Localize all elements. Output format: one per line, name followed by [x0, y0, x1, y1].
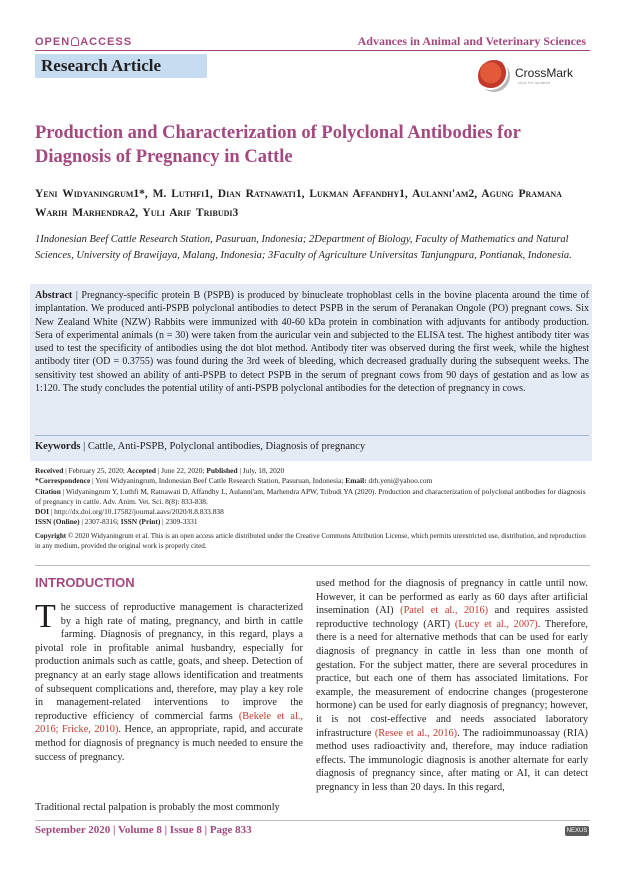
open-access-label: OPEN ACCESS	[35, 36, 133, 48]
citation-link[interactable]: (Bekele et al., 2016; Fricke, 2010)	[35, 710, 303, 736]
crossmark-icon[interactable]	[478, 60, 510, 92]
doi-link[interactable]: | http://dx.doi.org/10.17582/journal.aavs/2020/8.8.833.838	[50, 507, 224, 517]
intro-column-2: used method for the diagnosis of pregnancy in cattle until now. However, it can be performed as early as 60 days after artificial insemination (AI) (Patel et al., 2016) and requires assisted reproductive technology (ART) (Lucy et al., 2007). Therefore, there is a need for alternative methods that can be used for early diagnosis of pregnancy in cattle in less than one month of gestation. For the subject matter, there are several procedures in practice, but each one of them has associated limitations. For example, the measurement of endocrine changes (progesterone hormone) can be used for early diagnosis of pregnancy; however, it is not cost-effective and needs associated laboratory infrastructure (Resee et al., 2016). The radioimmunoassay (RIA) method uses radioactivity and, therefore, may induce radiation effects. The immunologic diagnosis is another alternate for early diagnosis of pregnancy since, after mating or AI, it can detect pregnancy in less than 20 days. In this regard,	[316, 578, 589, 793]
journal-name: Advances in Animal and Veterinary Sciences	[357, 34, 586, 48]
citation-link[interactable]: (Resee et al., 2016)	[374, 727, 458, 739]
keywords	[35, 441, 365, 452]
intro-column-1-para-2: Traditional rectal palpation is probably the most commonly	[35, 802, 280, 813]
keywords-text: | Cattle, Anti-PSPB, Polyclonal antibodies, Diagnosis of pregnancy	[83, 441, 366, 452]
footer-divider	[35, 820, 590, 821]
keywords-label: Keywords	[35, 441, 81, 452]
crossmark-sublabel: click for updates	[518, 80, 551, 85]
article-metadata: Received | February 25, 2020; Accepted | June 22, 2020; Published | July, 18, 2020 *Correspondence | Yeni Widyaningrum, Indonesian Beef Cattle Research Station, Pasuruan, Indonesia; Email: drh.yeni@yahoo.com Citation | Widyaningrum Y, Luthfi M, Ratnawati D, Affandhy L, Aulanni'am, Marhendra APW, Tribudi YA (2020). Production and characterization of polyclonal antibodies for diagnosis of pregnancy in cattle. Adv. Anim. Vet. Sci. 8(8): 833-838. DOI | http://dx.doi.org/10.17582/journal.aavs/2020/8.8.833.838 ISSN (Online) | 2307-8316; ISSN (Print) | 2309-3331	[35, 466, 586, 527]
intro-column-1: The success of reproductive management is characterized by a high rate of mating, pregnancy, and birth in cattle farming. Diagnosis of pregnancy, in this regard, plays a pivotal role in profitable animal husbandry, especially for production animals such as cattle, goats, and sheep. Detection of pregnancy at an early stage allows identification and treatments of subsequent complications and, therefore, may play a key role in management-related interventions to improve the reproductive efficiency of commercial farms (Bekele et al., 2016; Fricke, 2010). Hence, an appropriate, rapid, and accurate method for diagnosis of pregnancy is much needed to ensure the success of pregnancy.	[35, 598, 303, 763]
affiliations: 1Indonesian Beef Cattle Research Station, Pasuruan, Indonesia; 2Department of Biology, Faculty of Mathematics and Natural Sciences, University of Brawijaya, Malang, Indonesia; 3Faculty of Agriculture Universitas Tanjungpura, Pontianak, Indonesia.	[35, 234, 572, 261]
publisher-logo: NEXUS	[566, 828, 588, 834]
abstract-label: Abstract	[35, 290, 73, 301]
author-list: Yeni Widyaningrum1*, M. Luthfi1, Dian Ratnawati1, Lukman Affandhy1, Aulanni'am2, Agung Pramana Warih Marhendra2, Yuli Arif Tribudi3	[35, 188, 562, 219]
article-type-label: Research Article	[41, 56, 162, 75]
header-divider	[35, 50, 590, 51]
drop-cap: T	[35, 598, 56, 635]
citation-link[interactable]: (Patel et al., 2016)	[400, 605, 489, 617]
copyright-notice: Copyright © 2020 Widyaningrum et al. This is an open access article distributed under the Creative Commons Attribution License, which permits unrestricted use, distribution, and reproduction in any medium, provided the original work is properly cited.	[35, 532, 586, 550]
abstract	[35, 289, 589, 395]
email-link[interactable]: drh.yeni@yahoo.com	[368, 476, 433, 486]
open-lock-icon	[71, 37, 79, 46]
keywords-divider	[35, 435, 589, 436]
abstract-text: | Pregnancy-specific protein B (PSPB) is produced by binucleate trophoblast cells in the bovine placenta around the time of implantation. We produced anti-PSPB polyclonal antibodies to detect PSPB in the serum of Peranakan Ongole (PO) pregnant cows. Six New Zealand White (NZW) Rabbits were immunized with 40-60 kDa protein in combination with adjuvants for antibody production. Sera of experimental animals (n = 30) were taken from the auricular vein and subjected to the ELISA test. The highest antibody titer was used to test the specificity of antibodies using the dot blot method. Antibody titer was observed during the first week, while the highest antibody titer (OD = 0.3755) was found during the 3rd week of bleeding, which decreased gradually during the subsequent weeks. The sensitivity test showed an ability of anti-PSPB to detect PSPB in the serum of pregnant cows from 90 days of gestation and as low as 1:120. The study concludes the potential utility of anti-PSPB polyclonal antibodies for the detection of pregnancy in cows.	[35, 290, 589, 395]
section-divider	[35, 565, 590, 566]
introduction-heading: INTRODUCTION	[35, 575, 135, 590]
crossmark-label[interactable]: CrossMark	[515, 66, 574, 80]
page-footer: September 2020 | Volume 8 | Issue 8 | Page 833	[35, 824, 252, 836]
article-title: Production and Characterization of Polyclonal Antibodies for Diagnosis of Pregnancy in Cattle	[35, 123, 521, 167]
citation-link[interactable]: (Lucy et al., 2007)	[454, 618, 538, 630]
